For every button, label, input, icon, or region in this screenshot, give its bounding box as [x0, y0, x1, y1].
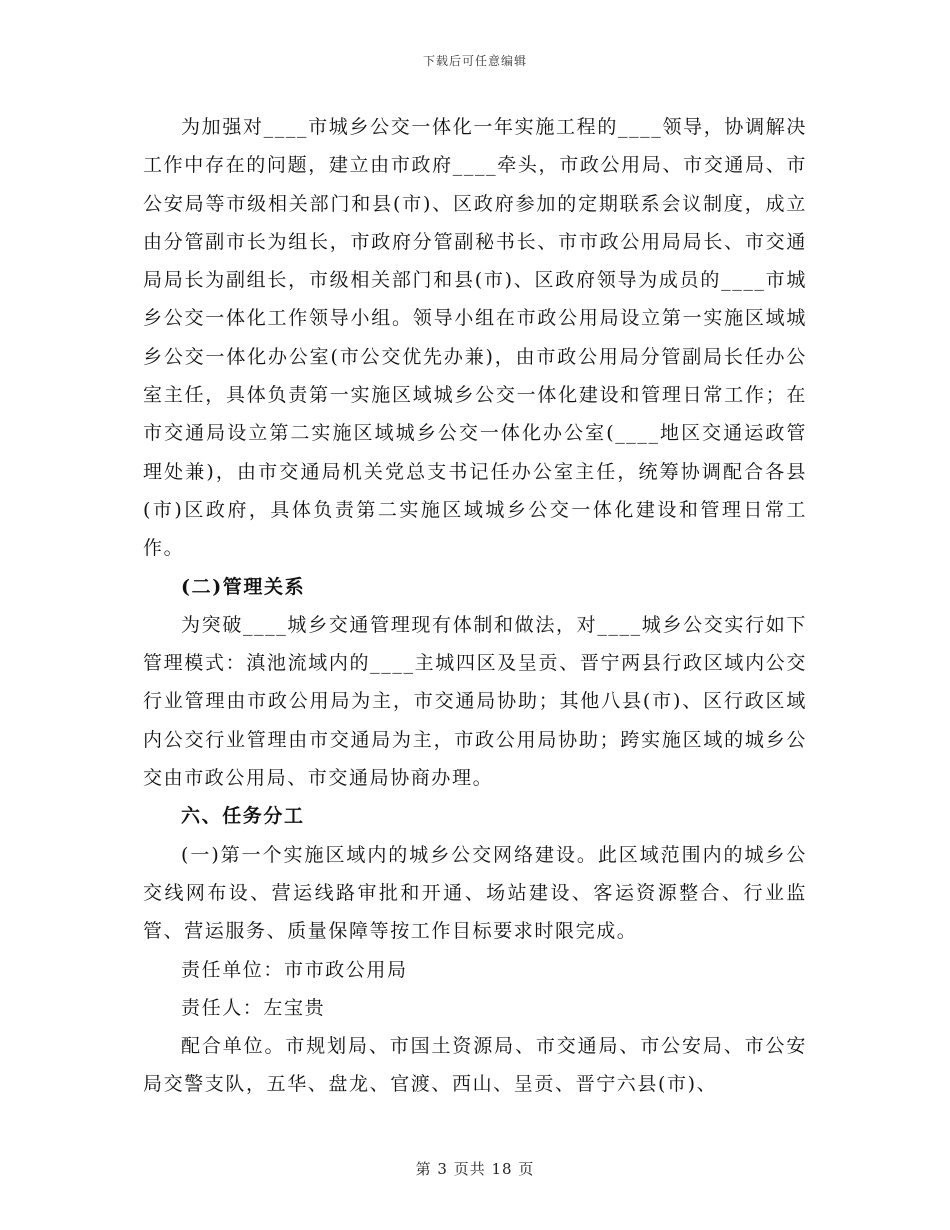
page-header: 下载后可任意编辑: [422, 54, 527, 68]
section-heading-task-division: 六、任务分工: [181, 805, 305, 828]
responsible-unit: 责任单位：市市政公用局: [181, 958, 408, 981]
cooperating-units: 配合单位。市规划局、市国土资源局、市交通局、市公安局、市公安局交警支队，五华、盘龙、官渡、西山、呈贡、晋宁六县(市)、: [143, 1035, 807, 1096]
document-body: [143, 108, 807, 1104]
paragraph-first-area: (一)第一个实施区域内的城乡公交网络建设。此区域范围内的城乡公交线网布设、营运线路审批和开通、场站建设、客运资源整合、行业监管、营运服务、质量保障等按工作目标要求时限完成。: [143, 843, 807, 943]
responsible-person: 责任人：左宝贵: [181, 996, 326, 1019]
section-heading-management: (二)管理关系: [181, 575, 306, 598]
paragraph-leadership-group: 为加强对____市城乡公交一体化一年实施工程的____领导，协调解决工作中存在的问题，建立由市政府____牵头，市政公用局、市交通局、市公安局等市级相关部门和县(市)、区政府参加的定期联系会议制度，成立由分管副市长为组长，市政府分管副秘书长、市市政公用局局长、市交通局局长为副组长，市级相关部门和县(市)、区政府领导为成员的____市城乡公交一体化工作领导小组。领导小组在市政公用局设立第一实施区域城乡公交一体化办公室(市公交优先办兼)，由市政公用局分管副局长任办公室主任，具体负责第一实施区域城乡公交一体化建设和管理日常工作；在市交通局设立第二实施区域城乡公交一体化办公室(____地区交通运政管理处兼)，由市交通局机关党总支书记任办公室主任，统筹协调配合各县(市)区政府，具体负责第二实施区域城乡公交一体化建设和管理日常工作。: [143, 116, 807, 560]
paragraph-management-mode: 为突破____城乡交通管理现有体制和做法，对____城乡公交实行如下管理模式：滇池流域内的____主城四区及呈贡、晋宁两县行政区域内公交行业管理由市政公用局为主，市交通局协助；其他八县(市)、区行政区域内公交行业管理由市交通局为主，市政公用局协助；跨实施区域的城乡公交由市政公用局、市交通局协商办理。: [143, 613, 807, 790]
page-footer: 第 3 页共 18 页: [415, 1160, 535, 1178]
